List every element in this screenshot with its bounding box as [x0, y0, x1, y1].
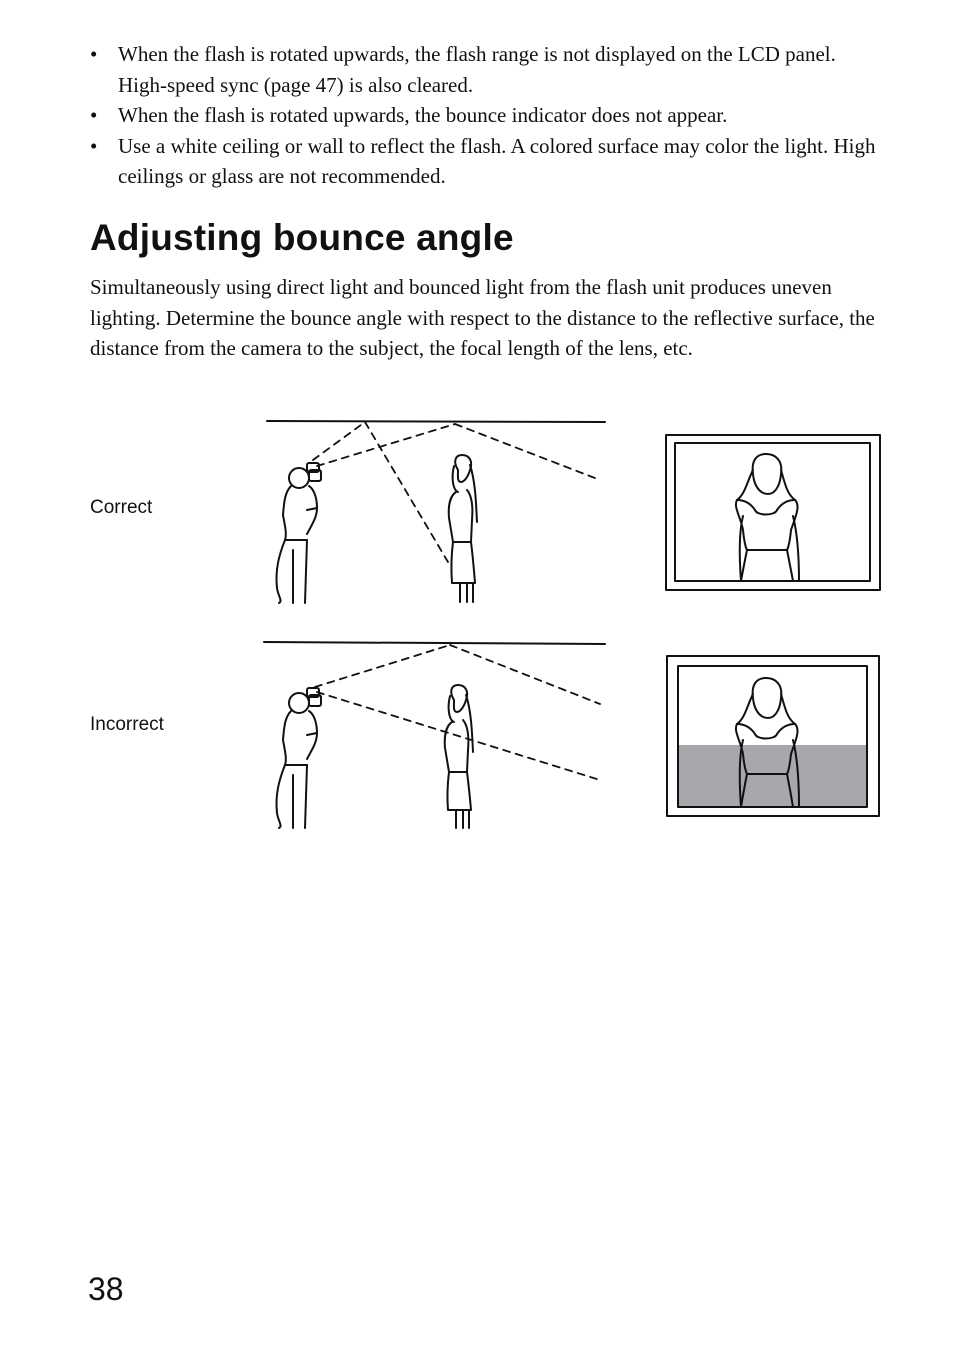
- bullet-text: Use a white ceiling or wall to reflect the flash. A colored surface may color the light. High ceilings or glass are not recommended.: [118, 133, 876, 188]
- subject-figure: [445, 685, 473, 828]
- incorrect-result-photo: [666, 655, 880, 817]
- bullet-item: • When the flash is rotated upwards, the flash range is not displayed on the LCD panel. High-speed sync (page 47) is also cleared.: [90, 42, 836, 97]
- section-heading: Adjusting bounce angle: [90, 217, 514, 258]
- bullet-item: • When the flash is rotated upwards, the bounce indicator does not appear.: [90, 103, 728, 127]
- uneven-lighting-shade: [678, 745, 867, 807]
- portrait-figure: [736, 454, 799, 581]
- correct-result-photo: [665, 434, 881, 591]
- correct-label: Correct: [90, 497, 153, 518]
- bullet-item: • Use a white ceiling or wall to reflect the flash. A colored surface may color the light. High ceilings or glass are not recommended.: [90, 133, 876, 188]
- ceiling-line: [267, 421, 605, 422]
- bullet-text: When the flash is rotated upwards, the flash range is not displayed on the LCD panel. High-speed sync (page 47) is also cleared.: [118, 42, 836, 97]
- incorrect-label: Incorrect: [90, 714, 164, 735]
- bullet-list: [90, 39, 890, 192]
- correct-bounce-illustration: [255, 410, 615, 610]
- photographer-figure: [276, 463, 321, 603]
- incorrect-bounce-illustration: [255, 632, 615, 837]
- subject-figure: [449, 455, 477, 602]
- page-number: 38: [88, 1271, 124, 1307]
- intro-paragraph: Simultaneously using direct light and bounced light from the flash unit produces uneven lighting. Determine the bounce angle with respect to the distance to the reflective surface, the distance from the camera to the subject, the focal length of the lens, etc.: [90, 275, 875, 361]
- photographer-figure: [276, 688, 321, 828]
- bullet-text: When the flash is rotated upwards, the bounce indicator does not appear.: [118, 103, 728, 127]
- ceiling-line: [264, 642, 605, 644]
